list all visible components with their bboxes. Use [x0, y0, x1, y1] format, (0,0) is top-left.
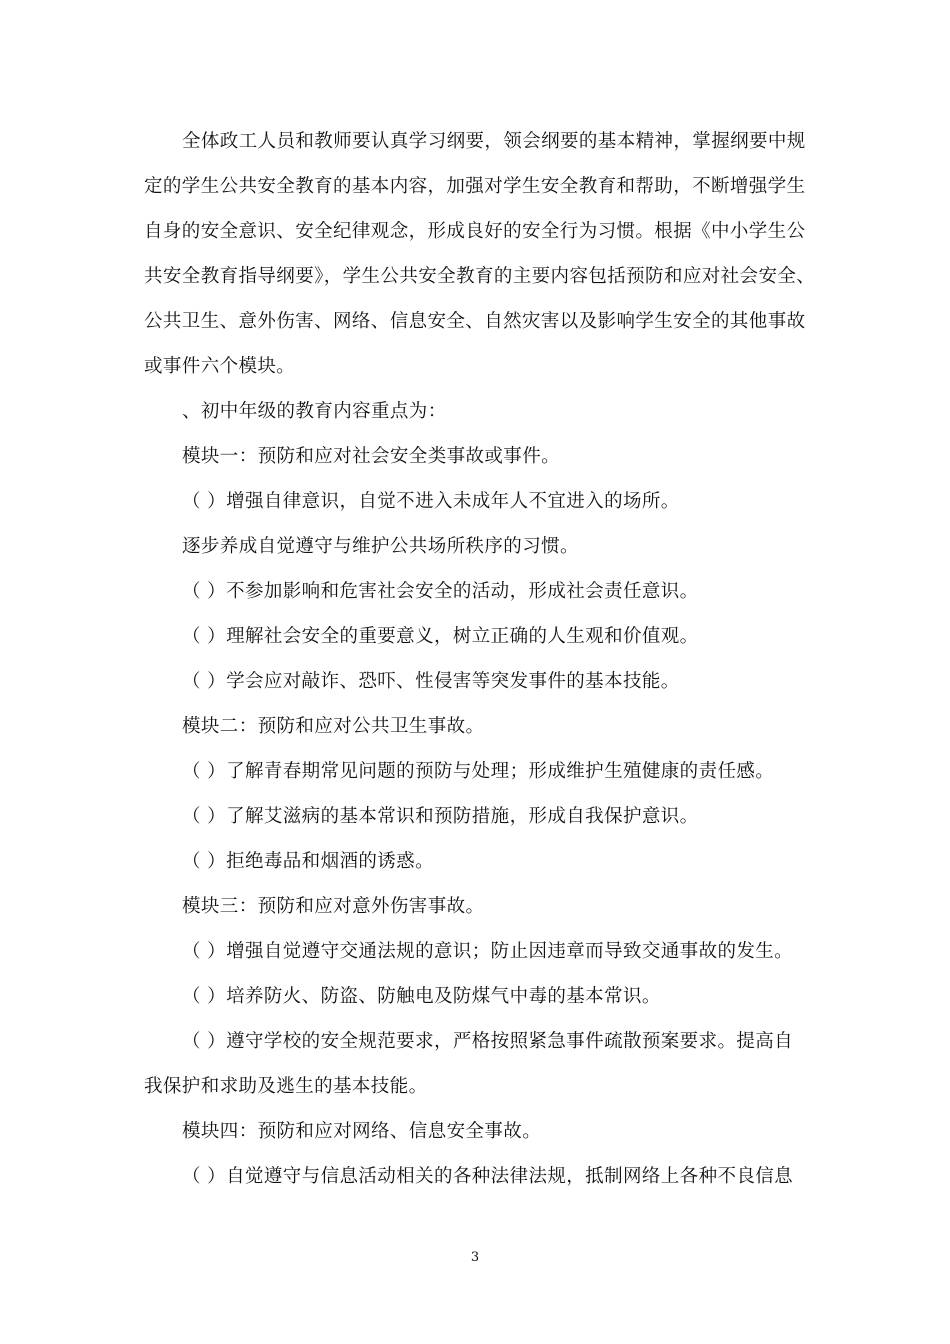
section-heading: 、初中年级的教育内容重点为：: [182, 401, 447, 422]
paragraph-intro-line-1: 全体政工人员和教师要认真学习纲要，领会纲要的基本精神，掌握纲要中规: [182, 131, 806, 152]
module-3-item-2: （ ）培养防火、防盗、防触电及防煤气中毒的基本常识。: [182, 986, 661, 1007]
module-1-item-1-continuation: 逐步养成自觉遵守与维护公共场所秩序的习惯。: [182, 536, 579, 557]
module-1-heading: 模块一：预防和应对社会安全类事故或事件。: [182, 446, 561, 467]
module-2-item-2: （ ）了解艾滋病的基本常识和预防措施，形成自我保护意识。: [182, 806, 699, 827]
page-number: 3: [470, 1250, 480, 1265]
module-4-heading: 模块四：预防和应对网络、信息安全事故。: [182, 1121, 542, 1142]
module-3-item-3: （ ）遵守学校的安全规范要求，严格按照紧急事件疏散预案要求。提高自: [182, 1031, 794, 1052]
paragraph-intro-line-2: 定的学生公共安全教育的基本内容，加强对学生安全教育和帮助，不断增强学生: [144, 176, 806, 197]
module-1-item-2: （ ）不参加影响和危害社会安全的活动，形成社会责任意识。: [182, 581, 699, 602]
module-1-item-1: （ ）增强自律意识，自觉不进入未成年人不宜进入的场所。: [182, 491, 680, 512]
module-1-item-3: （ ）理解社会安全的重要意义，树立正确的人生观和价值观。: [182, 626, 699, 647]
module-1-item-4: （ ）学会应对敲诈、恐吓、性侵害等突发事件的基本技能。: [182, 671, 680, 692]
module-3-item-1: （ ）增强自觉遵守交通法规的意识；防止因违章而导致交通事故的发生。: [182, 941, 794, 962]
module-2-heading: 模块二：预防和应对公共卫生事故。: [182, 716, 485, 737]
module-3-item-3-continuation: 我保护和求助及逃生的基本技能。: [144, 1076, 428, 1097]
paragraph-intro-line-6: 或事件六个模块。: [144, 356, 296, 377]
paragraph-intro-line-3: 自身的安全意识、安全纪律观念，形成良好的安全行为习惯。根据《中小学生公: [144, 221, 806, 242]
module-4-item-1: （ ）自觉遵守与信息活动相关的各种法律法规，抵制网络上各种不良信息: [182, 1166, 794, 1187]
module-3-heading: 模块三：预防和应对意外伤害事故。: [182, 896, 485, 917]
module-2-item-1: （ ）了解青春期常见问题的预防与处理；形成维护生殖健康的责任感。: [182, 761, 775, 782]
module-2-item-3: （ ）拒绝毒品和烟酒的诱惑。: [182, 851, 434, 872]
paragraph-intro-line-4: 共安全教育指导纲要》，学生公共安全教育的主要内容包括预防和应对社会安全、: [144, 266, 816, 287]
paragraph-intro-line-5: 公共卫生、意外伤害、网络、信息安全、自然灾害以及影响学生安全的其他事故: [144, 311, 806, 332]
